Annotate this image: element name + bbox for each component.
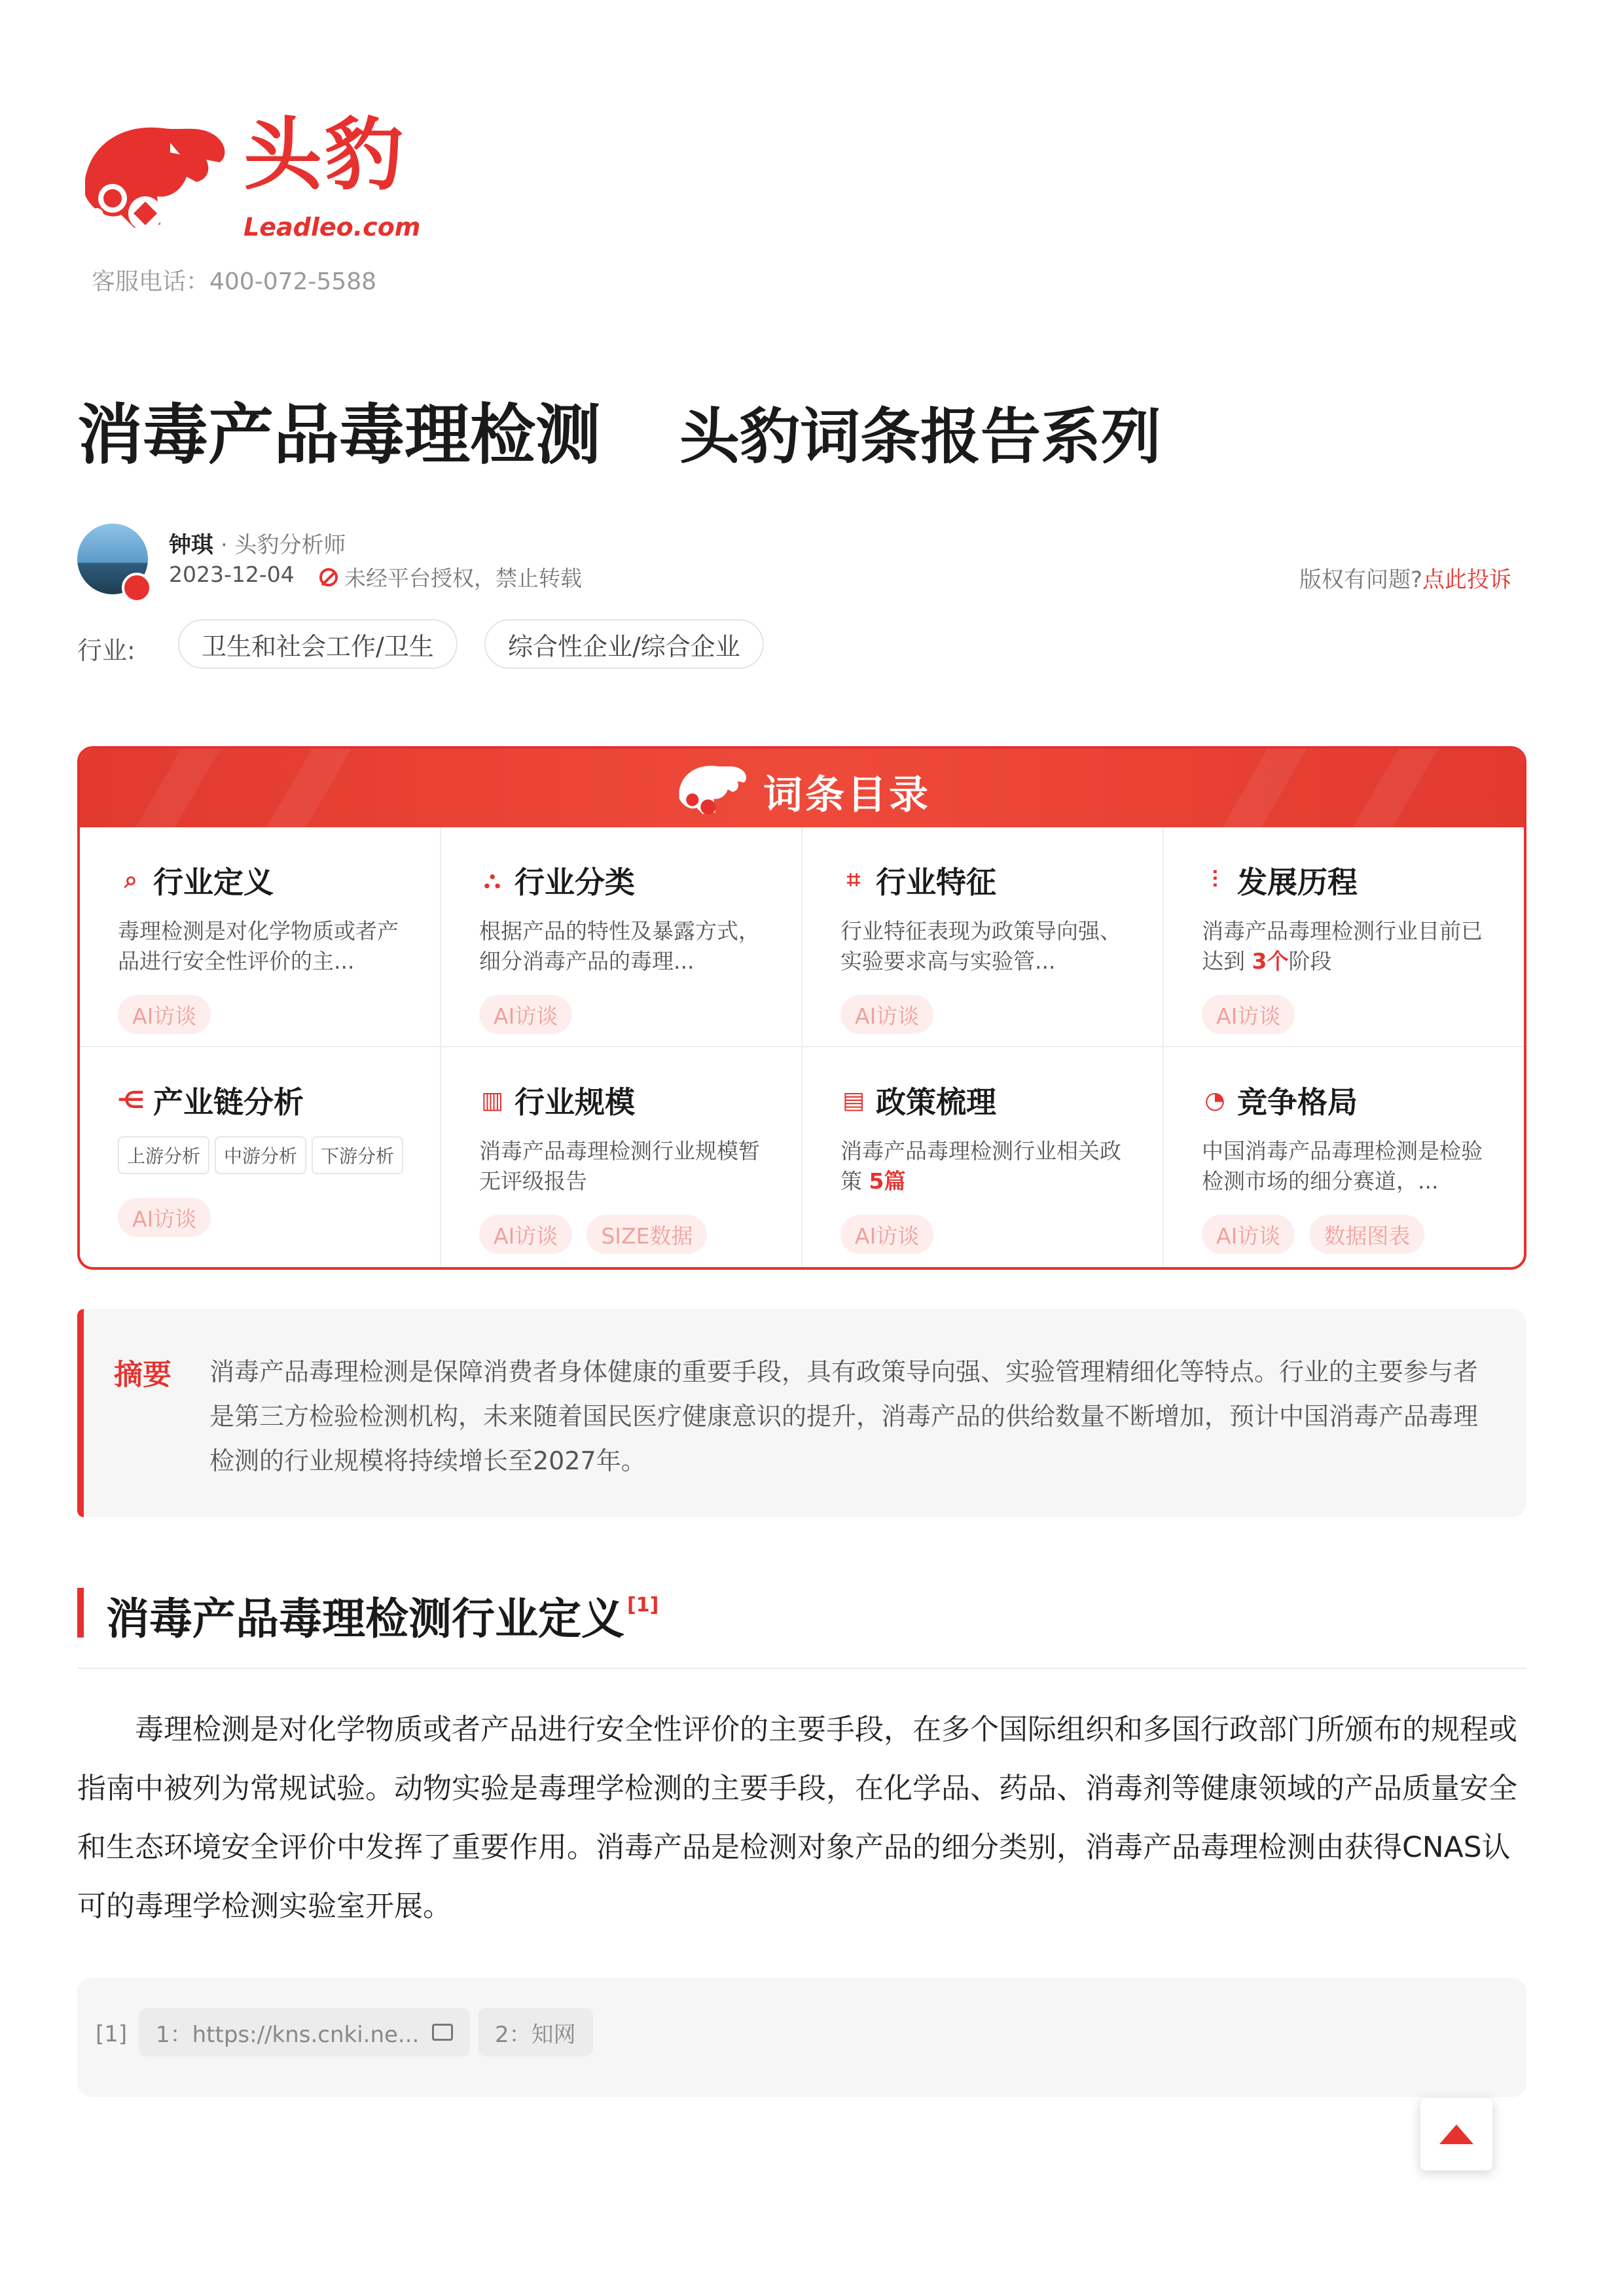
leadleo-logo-icon: [673, 761, 751, 823]
abstract-text: 消毒产品毒理检测是保障消费者身体健康的重要手段，具有政策导向强、实验管理精细化等特点。行业的主要参与者是第三方检验检测机构，未来随着国民医疗健康意识的提升，消毒产品的供给数量不断增加，预计中国消毒产品毒理检测的行业规模将持续增长至2027年。: [209, 1357, 1479, 1475]
abstract-box: [77, 1309, 1526, 1517]
reference-mark[interactable]: [1]: [627, 1594, 659, 1617]
hierarchy-icon: ⛬: [484, 867, 501, 893]
directory-item-definition[interactable]: [80, 827, 441, 1047]
directory-item-policy[interactable]: [803, 1047, 1164, 1267]
directory-item-desc: 毒理检测是对化学物质或者产品进行安全性评价的主...: [118, 918, 399, 974]
policy-count: 5篇: [869, 1168, 906, 1194]
ai-interview-button[interactable]: AI访谈: [840, 1215, 933, 1254]
downstream-analysis-tag[interactable]: 下游分析: [312, 1136, 403, 1174]
complaint-link[interactable]: 点此投诉: [1422, 567, 1511, 593]
back-to-top-button[interactable]: [1420, 2098, 1492, 2170]
stage-count: 3个: [1252, 948, 1289, 974]
directory-item-desc: 消毒产品毒理检测行业目前已达到 3个阶段: [1202, 918, 1483, 974]
reprint-notice-text: 未经平台授权，禁止转载: [344, 565, 582, 591]
author-line: [169, 527, 346, 559]
verified-badge-icon: [122, 573, 152, 603]
reference-source[interactable]: 2：知网: [478, 2008, 593, 2056]
directory-item-title: 行业特征: [876, 865, 996, 900]
directory-item-desc: 根据产品的特性及暴露方式，细分消毒产品的毒理...: [479, 918, 760, 974]
pie-chart-icon: ◔: [1204, 1086, 1225, 1114]
industry-tag[interactable]: 卫生和社会工作/卫生: [178, 619, 458, 669]
reference-link-text: 1：https://kns.cnki.ne...: [156, 2021, 420, 2048]
arrow-up-icon: [1439, 2125, 1473, 2144]
ai-interview-button[interactable]: AI访谈: [1202, 995, 1295, 1034]
report-title: 消毒产品毒理检测: [77, 397, 601, 473]
directory-item-desc: 行业特征表现为政策导向强、实验要求高与实验管...: [840, 918, 1121, 974]
section-title: [106, 1584, 659, 1646]
directory-header: [80, 749, 1524, 827]
directory-item-title: 政策梳理: [876, 1085, 996, 1120]
directory-title: [673, 761, 931, 823]
abstract-label: 摘要: [114, 1358, 171, 1391]
section-title-text: 消毒产品毒理检测行业定义: [106, 1594, 624, 1644]
abstract-accent-bar: [77, 1309, 84, 1517]
page-title: [77, 399, 1161, 471]
directory-item-title: 发展历程: [1237, 865, 1358, 900]
reprint-notice: [319, 562, 582, 592]
image-icon: [432, 2024, 453, 2041]
brand-name: 头豹: [244, 110, 406, 201]
author-role: · 头豹分析师: [220, 532, 346, 558]
size-data-button[interactable]: SIZE数据: [586, 1215, 707, 1254]
directory-item-chain[interactable]: [80, 1047, 441, 1267]
directory-title-text: 词条目录: [763, 772, 931, 818]
section-body: 毒理检测是对化学物质或者产品进行安全性评价的主要手段，在多个国际组织和多国行政部门所颁布的规程或指南中被列为常规试验。动物实验是毒理学检测的主要手段，在化学品、药品、消毒剂等健康领域的产品质量安全和生态环境安全评价中发挥了重要作用。消毒产品是检测对象产品的细分类别，消毒产品毒理检测由获得CNAS认可的毒理学检测实验室开展。: [77, 1713, 1517, 1923]
author-name[interactable]: 钟琪: [169, 532, 213, 558]
copyright-question: 版权有问题?: [1299, 567, 1422, 593]
publish-date: 2023-12-04: [169, 562, 295, 587]
directory-item-features[interactable]: [803, 827, 1164, 1047]
ai-interview-button[interactable]: AI访谈: [840, 995, 933, 1034]
directory-item-title: 行业规模: [514, 1085, 635, 1120]
upstream-analysis-tag[interactable]: 上游分析: [118, 1136, 209, 1174]
leadleo-logo-icon: [72, 117, 236, 247]
customer-hotline: 客服电话：400-072-5588: [92, 268, 377, 295]
directory-item-classification[interactable]: [441, 827, 803, 1047]
timeline-icon: ⫶: [1212, 867, 1218, 893]
ai-interview-button[interactable]: AI访谈: [118, 995, 211, 1034]
directory-item-history[interactable]: [1164, 827, 1525, 1047]
search-icon: ⌕: [124, 867, 138, 893]
reference-index: [1]: [96, 2021, 128, 2047]
ai-interview-button[interactable]: AI访谈: [479, 1215, 572, 1254]
document-icon: ▤: [842, 1086, 865, 1114]
section-divider: [77, 1668, 1526, 1669]
chain-icon: ⋲: [117, 1086, 145, 1114]
directory-card: [77, 746, 1526, 1270]
directory-item-title: 行业定义: [153, 865, 274, 900]
bar-chart-icon: ▥: [480, 1086, 503, 1114]
no-entry-icon: [319, 568, 338, 586]
directory-item-desc: 消毒产品毒理检测行业规模暂无评级报告: [479, 1138, 760, 1194]
directory-item-competition[interactable]: [1164, 1047, 1525, 1267]
directory-item-title: 行业分类: [514, 865, 635, 900]
ai-interview-button[interactable]: AI访谈: [479, 995, 572, 1034]
directory-item-title: 产业链分析: [153, 1085, 304, 1120]
directory-item-desc: 中国消毒产品毒理检测是检验检测市场的细分赛道，...: [1202, 1138, 1483, 1194]
copyright-line: [1299, 562, 1511, 594]
brand-site[interactable]: Leadleo.com: [244, 213, 421, 242]
directory-item-scale[interactable]: [441, 1047, 803, 1267]
section-accent-bar: [77, 1588, 84, 1638]
ai-interview-button[interactable]: AI访谈: [1202, 1215, 1295, 1254]
report-series: 头豹词条报告系列: [679, 402, 1162, 472]
chip-icon: ⌗: [846, 867, 861, 893]
directory-item-title: 竞争格局: [1237, 1085, 1358, 1120]
directory-item-desc: 消毒产品毒理检测行业相关政策 5篇: [840, 1138, 1121, 1194]
reference-link[interactable]: [139, 2008, 470, 2056]
directory-grid: [80, 827, 1524, 1267]
ai-interview-button[interactable]: AI访谈: [118, 1198, 211, 1237]
industry-label: 行业:: [77, 636, 135, 665]
midstream-analysis-tag[interactable]: 中游分析: [215, 1136, 306, 1174]
industry-tag[interactable]: 综合性企业/综合企业: [484, 619, 764, 669]
data-chart-button[interactable]: 数据图表: [1309, 1215, 1424, 1254]
